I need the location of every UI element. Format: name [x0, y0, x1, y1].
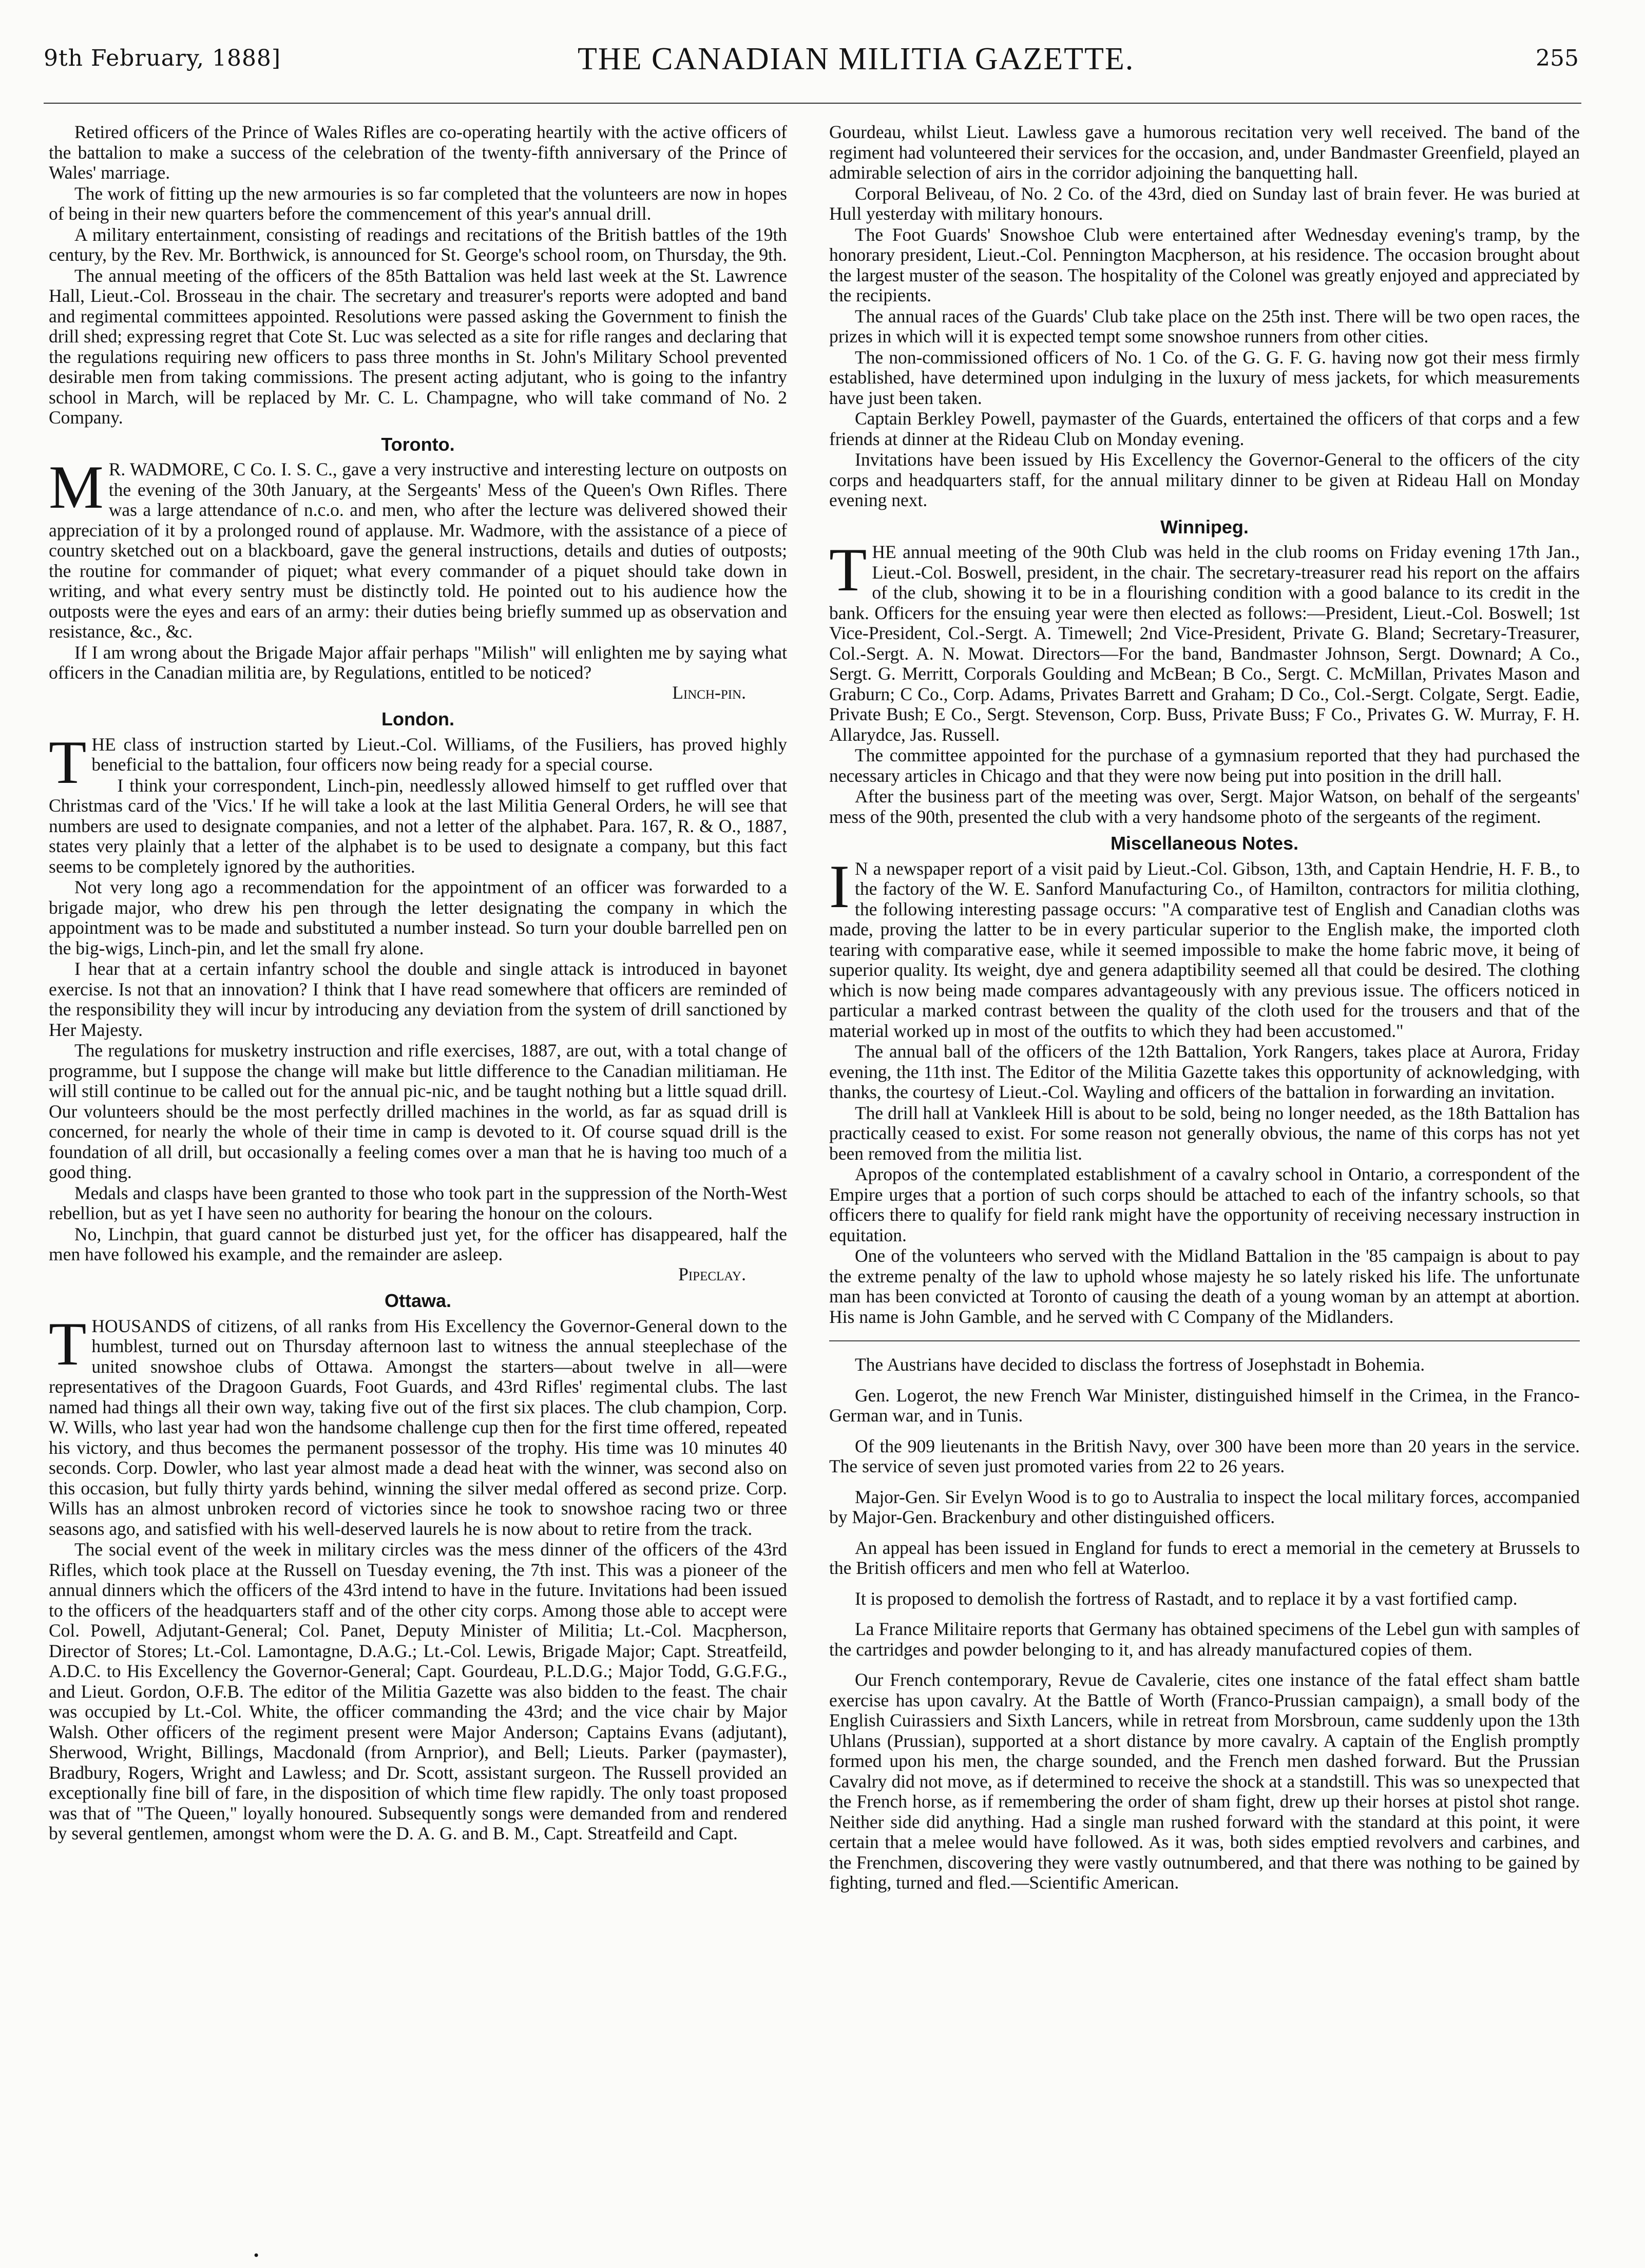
- drop-cap: M: [49, 453, 104, 521]
- paragraph: The drill hall at Vankleek Hill is about to be sold, being no longer needed, as the 18th Battalion has practically ceased to exist. For some reason not generally obvious, the name of this corps has not yet been removed from the militia list.: [829, 1102, 1580, 1164]
- paragraph: Medals and clasps have been granted to those who took part in the suppression of the North-West rebellion, but as yet I have seen no authority for bearing the honour on the colours.: [49, 1182, 787, 1223]
- paragraph: [829, 852, 1580, 1042]
- paragraph: The annual meeting of the officers of the 85th Battalion was held last week at the St. Lawrence Hall, Lieut.-Col. Brosseau in the chair. The secretary and treasurer's reports were adopted and band and regimental committees appointed. Resolutions were passed asking the Government to finish the drill shed; expressing regret that Cote St. Luc was selected as a site for rifle ranges and declaring that the regulations requiring new officers to pass three months in St. John's Military School prevented desirable men from taking commissions. The present acting adjutant, who is going to the infantry school in March, will be replaced by Mr. C. L. Champagne, who will take command of No. 2 Company.: [49, 265, 787, 428]
- paragraph: Captain Berkley Powell, paymaster of the Guards, entertained the officers of that corps and a few friends at dinner at the Rideau Club on Monday evening.: [829, 408, 1580, 449]
- paragraph: Gourdeau, whilst Lieut. Lawless gave a humorous recitation very well received. The band of the regiment had volunteered their services for the occasion, and, under Bandmaster Greenfield, played an admirable selection of airs in the corridor adjoining the banquetting hall.: [829, 122, 1580, 183]
- section-heading-winnipeg: Winnipeg.: [1160, 516, 1249, 537]
- paragraph: The non-commissioned officers of No. 1 Co. of the G. G. F. G. having now got their mess firmly established, have determined upon indulging in the luxury of mess jackets, for which measurements have just been taken.: [829, 347, 1580, 408]
- paragraph: The annual ball of the officers of the 12th Battalion, York Rangers, takes place at Aurora, Friday evening, the 11th inst. The Editor of the Militia Gazette takes this opportunity of acknowledging, with thanks, the courtesy of Lieut.-Col. Wayling and officers of the battalion in forwarding an invitation.: [829, 1041, 1580, 1102]
- page-header: [44, 30, 1579, 107]
- paragraph-text: N a newspaper report of a visit paid by Lieut.-Col. Gibson, 13th, and Captain Hendrie, H. F. B., to the factory of the W. E. Sanford Manufacturing Co., of Hamilton, contractors for militia clothing, the following interesting passage occurs: "A comparative test of English and Canadian cloths was made, proving the latter to be in every particular superior to the English make, the imported cloth tearing with comparative ease, while it seemed impossible to make the home fabric move, it being of superior quality. Its weight, dye and genera adaptibility seemed all that could be desired. The clothing which is now being made compares advantageously with any previous issue. The officers noticed in particular a marked contrast between the quality of the cloth used for the trousers and that of the material worked up in most of the outfits to which they had been accustomed.": [829, 858, 1580, 1041]
- issue-date: 9th February, 1888]: [44, 45, 281, 71]
- paragraph: The Foot Guards' Snowshoe Club were entertained after Wednesday evening's tramp, by the honorary president, Lieut.-Col. Pennington Macpherson, at his residence. The occasion brought about the largest muster of the season. The hospitality of the Colonel was greatly enjoyed and appreciated by the recipients.: [829, 224, 1580, 305]
- section-heading-toronto: Toronto.: [381, 433, 455, 455]
- paragraph: After the business part of the meeting was over, Sergt. Major Watson, on behalf of the sergeants' mess of the 90th, presented the club with a very handsome photo of the sergeants of the regiment.: [829, 786, 1580, 827]
- paragraph: [829, 535, 1580, 745]
- paragraph: I think your correspondent, Linch-pin, needlessly allowed himself to get ruffled over that Christmas card of the 'Vics.' If he will take a look at the last Militia General Orders, he will see that numbers are used to designate companies, and not a letter of the alphabet. Para. 167, R. & O., 1887, states very plainly that a letter of the alphabet is to be used to designate a company, but this fact seems to be completely ignored by the authorities.: [49, 775, 787, 877]
- paragraph: [49, 727, 787, 796]
- paragraph: If I am wrong about the Brigade Major affair perhaps "Milish" will enlighten me by saying what officers in the Canadian militia are, by Regulations, entitled to be noticed?: [49, 642, 787, 683]
- note: An appeal has been issued in England for funds to erect a memorial in the cemetery at Brussels to the British officers and men who fell at Waterloo.: [829, 1537, 1580, 1578]
- section-heading-london: London.: [381, 708, 454, 729]
- note: The Austrians have decided to disclass the fortress of Josephstadt in Bohemia.: [855, 1354, 1425, 1375]
- paragraph: Invitations have been issued by His Excellency the Governor-General to the officers of the city corps and headquarters staff, for the annual military dinner to be given at Rideau Hall on Monday evening next.: [829, 449, 1580, 510]
- paragraph: The regulations for musketry instruction and rifle exercises, 1887, are out, with a total change of programme, but I suppose the change will make but little difference to the Canadian militiaman. He will still continue to be called out for the annual pic-nic, and be taught nothing but a little squad drill. Our volunteers should be the most perfectly drilled machines in the world, as far as squad drill is concerned, for nearly the whole of their time in camp is devoted to it. Of course squad drill is the foundation of all drill, but occasionally a feeling comes over a man that he is having too much of a good thing.: [49, 1040, 787, 1182]
- paragraph: I hear that at a certain infantry school the double and single attack is introduced in bayonet exercise. Is not that an innovation? I think that I have read somewhere that officers are reminded of the responsibility they will incur by introducing any deviation from the system of drill sanctioned by Her Majesty.: [49, 958, 787, 1040]
- paragraph: The annual races of the Guards' Club take place on the 25th inst. There will be two open races, the prizes in which will it is expected tempt some snowshoe runners from other cities.: [829, 305, 1580, 347]
- paragraph: [49, 1309, 787, 1540]
- note: Major-Gen. Sir Evelyn Wood is to go to Australia to inspect the local military forces, accompanied by Major-Gen. Brackenbury and other distinguished officers.: [829, 1486, 1580, 1527]
- drop-cap: I: [829, 852, 850, 920]
- bullet-mark: •: [253, 2248, 260, 2263]
- paragraph-text: HE class of instruction started by Lieut.-Col. Williams, of the Fusiliers, has proved highly beneficial to the battalion, four officers now being ready for a special course.: [91, 734, 787, 775]
- paragraph: A military entertainment, consisting of readings and recitations of the British battles of the 19th century, by the Rev. Mr. Borthwick, is announced for St. George's school room, on Thursday, the 9th.: [49, 224, 787, 265]
- paragraph: The committee appointed for the purchase of a gymnasium reported that they had purchased the necessary articles in Chicago and that they were now being put into position in the drill hall.: [829, 745, 1580, 786]
- note: Of the 909 lieutenants in the British Navy, over 300 have been more than 20 years in the service. The service of seven just promoted varies from 22 to 26 years.: [829, 1435, 1580, 1476]
- paragraph: Not very long ago a recommendation for the appointment of an officer was forwarded to a brigade major, who drew his pen through the letter designating the company in which the appointment was to be made and substituted a number instead. So turn your double barrelled pen on the big-wigs, Linch-pin, and let the small fry alone.: [49, 877, 787, 958]
- note: It is proposed to demolish the fortress of Rastadt, and to replace it by a vast fortified camp.: [855, 1588, 1518, 1609]
- paragraph-text: HOUSANDS of citizens, of all ranks from His Excellency the Governor-General down to the humblest, turned out on Thursday afternoon last to witness the annual steeplechase of the united snowshoe clubs of Ottawa. Amongst the starters—about twelve in all—were representatives of the Dragoon Guards, Foot Guards, and 43rd Rifles' regimental clubs. The last named had things all their own way, taking five out of the first six places. The club champion, Corp. W. Wills, who last year had won the handsome challenge cup then for the first time offered, repeated his victory, and thus becomes the permanent possessor of the trophy. His time was 10 minutes 40 seconds. Corp. Dowler, who last year almost made a dead heat with the winner, was second also on this occasion, but fully thirty yards behind, winning the silver medal offered as second prize. Corp. Wills has an almost unbroken record of victories since he took to snowshoe racing two or three seasons ago, and satisfied with his well-deserved laurels he is now about to retire from the track.: [49, 1315, 787, 1539]
- paragraph: Apropos of the contemplated establishment of a cavalry school in Ontario, a correspondent of the Empire urges that a portion of such corps should be attached to each of the infantry schools, so that officers there to qualify for field rank might have the opportunity of receiving necessary instruction in equitation.: [829, 1164, 1580, 1245]
- drop-cap: T: [49, 1309, 87, 1378]
- section-divider: [829, 1340, 1580, 1341]
- paragraph: Retired officers of the Prince of Wales Rifles are co-operating heartily with the active officers of the battalion to make a success of the celebration of the twenty-fifth anniversary of the Prince of Wales' marriage.: [49, 122, 787, 183]
- note: Gen. Logerot, the new French War Minister, distinguished himself in the Crimea, in the Franco-German war, and in Tunis.: [829, 1385, 1580, 1426]
- paragraph: Corporal Beliveau, of No. 2 Co. of the 43rd, died on Sunday last of brain fever. He was buried at Hull yesterday with military honours.: [829, 183, 1580, 224]
- header-rule: [44, 103, 1581, 104]
- paragraph: The work of fitting up the new armouries is so far completed that the volunteers are now in hopes of being in their new quarters before the commencement of this year's annual drill.: [49, 183, 787, 224]
- drop-cap: T: [829, 535, 867, 604]
- note: Our French contemporary, Revue de Cavalerie, cites one instance of the fatal effect sham battle exercise has upon cavalry. At the Battle of Worth (Franco-Prussian campaign), a small body of the English Cuirassiers and Sixth Lancers, while in retreat from Morsbroun, came suddenly upon the 13th Uhlans (Prussian), supported at a short distance by more cavalry. A captain of the English promptly formed upon his men, the charge sounded, and the French men dashed forward. But the Prussian Cavalry did not move, as if determined to receive the shock at a standstill. This was so unexpected that the French horse, as if remembering the order of sham fight, drew up their horses at pistol shot range. Neither side did anything. Had a single man rushed forward with the standard at this point, it were certain that a melee would have followed. As it was, both sides emptied revolvers and carbines, and the Frenchmen, discovering they were vastly outnumbered, and that there was nothing to be gained by fighting, turned and fled.—Scientific American.: [829, 1669, 1580, 1893]
- short-notes: [829, 1355, 1580, 1893]
- note: La France Militaire reports that Germany has obtained specimens of the Lebel gun with samples of the cartridges and powder belonging to it, and has already manufactured copies of them.: [829, 1619, 1580, 1660]
- paragraph-text: HE annual meeting of the 90th Club was held in the club rooms on Friday evening 17th Jan., Lieut.-Col. Boswell, president, in the chair. The secretary-treasurer read his report on the affairs of the club, showing it to be in a flourishing condition with a good balance to its credit in the bank. Officers for the ensuing year were then elected as follows:—President, Lieut.-Col. Boswell; 1st Vice-President, Col.-Sergt. A. Timewell; 2nd Vice-President, Private G. Bland; Secretary-Treasurer, Col.-Sergt. A. N. Mowat. Directors—For the band, Bandmaster Johnson, Sergt. Downard; A Co., Sergt. G. Merritt, Corporals Goulding and McBean; B Co., Sergt. C. McMillan, Privates Mason and Graburn; C Co., Corp. Adams, Privates Barrett and Graham; D Co., Col.-Sergt. Colgate, Sergt. Eadie, Private Bush; E Co., Sergt. Stevenson, Corp. Buss, Private Buss; F Co., Privates G. W. Murray, F. H. Allarydce, Jas. Russell.: [829, 542, 1580, 745]
- masthead-title: THE CANADIAN MILITIA GAZETTE.: [578, 42, 1135, 76]
- paragraph: One of the volunteers who served with the Midland Battalion in the '85 campaign is about to pay the extreme penalty of the law to uphold whose majesty he so lately risked his life. The unfortunate man has been convicted at Toronto of causing the death of a young woman by an attempt at abortion. His name is John Gamble, and he served with C Company of the Midlanders.: [829, 1245, 1580, 1327]
- right-column: [829, 122, 1580, 1904]
- paragraph: The social event of the week in military circles was the mess dinner of the officers of the 43rd Rifles, which took place at the Russell on Tuesday evening, the 7th inst. This was a pioneer of the annual dinners which the officers of the 43rd intend to have in the future. Invitations had been issued to the officers of the headquarters staff and of the other city corps. Among those able to accept were Col. Powell, Adjutant-General; Col. Panet, Deputy Minister of Militia; Lt.-Col. Macpherson, Director of Stores; Lt.-Col. Lamontagne, D.A.G.; Lt.-Col. Lewis, Brigade Major; Capt. Streatfeild, A.D.C. to His Excellency the Governor-General; Capt. Gourdeau, P.L.D.G.; Major Todd, G.G.F.G., and Lieut. Gordon, O.F.B. The editor of the Militia Gazette was also bidden to the feast. The chair was occupied by Lt.-Col. White, the officer commanding the 43rd; and the vice chair by Major Walsh. Other officers of the regiment present were Major Anderson; Captains Evans (adjutant), Sherwood, Wright, Billings, Macdonald (from Arnprior), and Bell; Lieuts. Parker (paymaster), Bradbury, Rogers, Wright and Lawless; and Dr. Scott, assistant surgeon. The Russell provided an exceptionally fine bill of fare, in the disposition of which time flew rapidly. The only toast proposed was that of "The Queen," loyally honoured. Subsequently songs were demanded from and rendered by several gentlemen, amongst whom were the D. A. G. and B. M., Capt. Streatfeild and Capt.: [49, 1539, 787, 1843]
- paragraph: [49, 453, 787, 642]
- signature: Pipeclay.: [678, 1263, 746, 1284]
- section-heading-misc: Miscellaneous Notes.: [1110, 833, 1299, 854]
- paragraph: No, Linchpin, that guard cannot be disturbed just yet, for the officer has disappeared, half the men have followed his example, and the remainder are asleep.: [49, 1223, 787, 1264]
- section-heading-ottawa: Ottawa.: [384, 1290, 452, 1311]
- paragraph-text: R. WADMORE, C Co. I. S. C., gave a very instructive and interesting lecture on outposts on the evening of the 30th January, at the Sergeants' Mess of the Queen's Own Rifles. There was a large attendance of n.c.o. and men, who after the lecture was delivered showed their appreciation of it by a prolonged round of applause. Mr. Wadmore, with the assistance of a piece of country sketched out on a blackboard, gave the general instructions, details and duties of outposts; the routine for commander of piquet; what every commander of a piquet should take down in writing, and what every sentry must be distinctly told. He pointed out to his audience how the outposts were the eyes and ears of an army: their duties being briefly summed up as observation and resistance, &c., &c.: [49, 459, 787, 642]
- page-number: 255: [1536, 45, 1579, 71]
- signature: Linch-pin.: [672, 682, 746, 703]
- left-column: [49, 122, 787, 1844]
- drop-cap: T: [49, 727, 87, 796]
